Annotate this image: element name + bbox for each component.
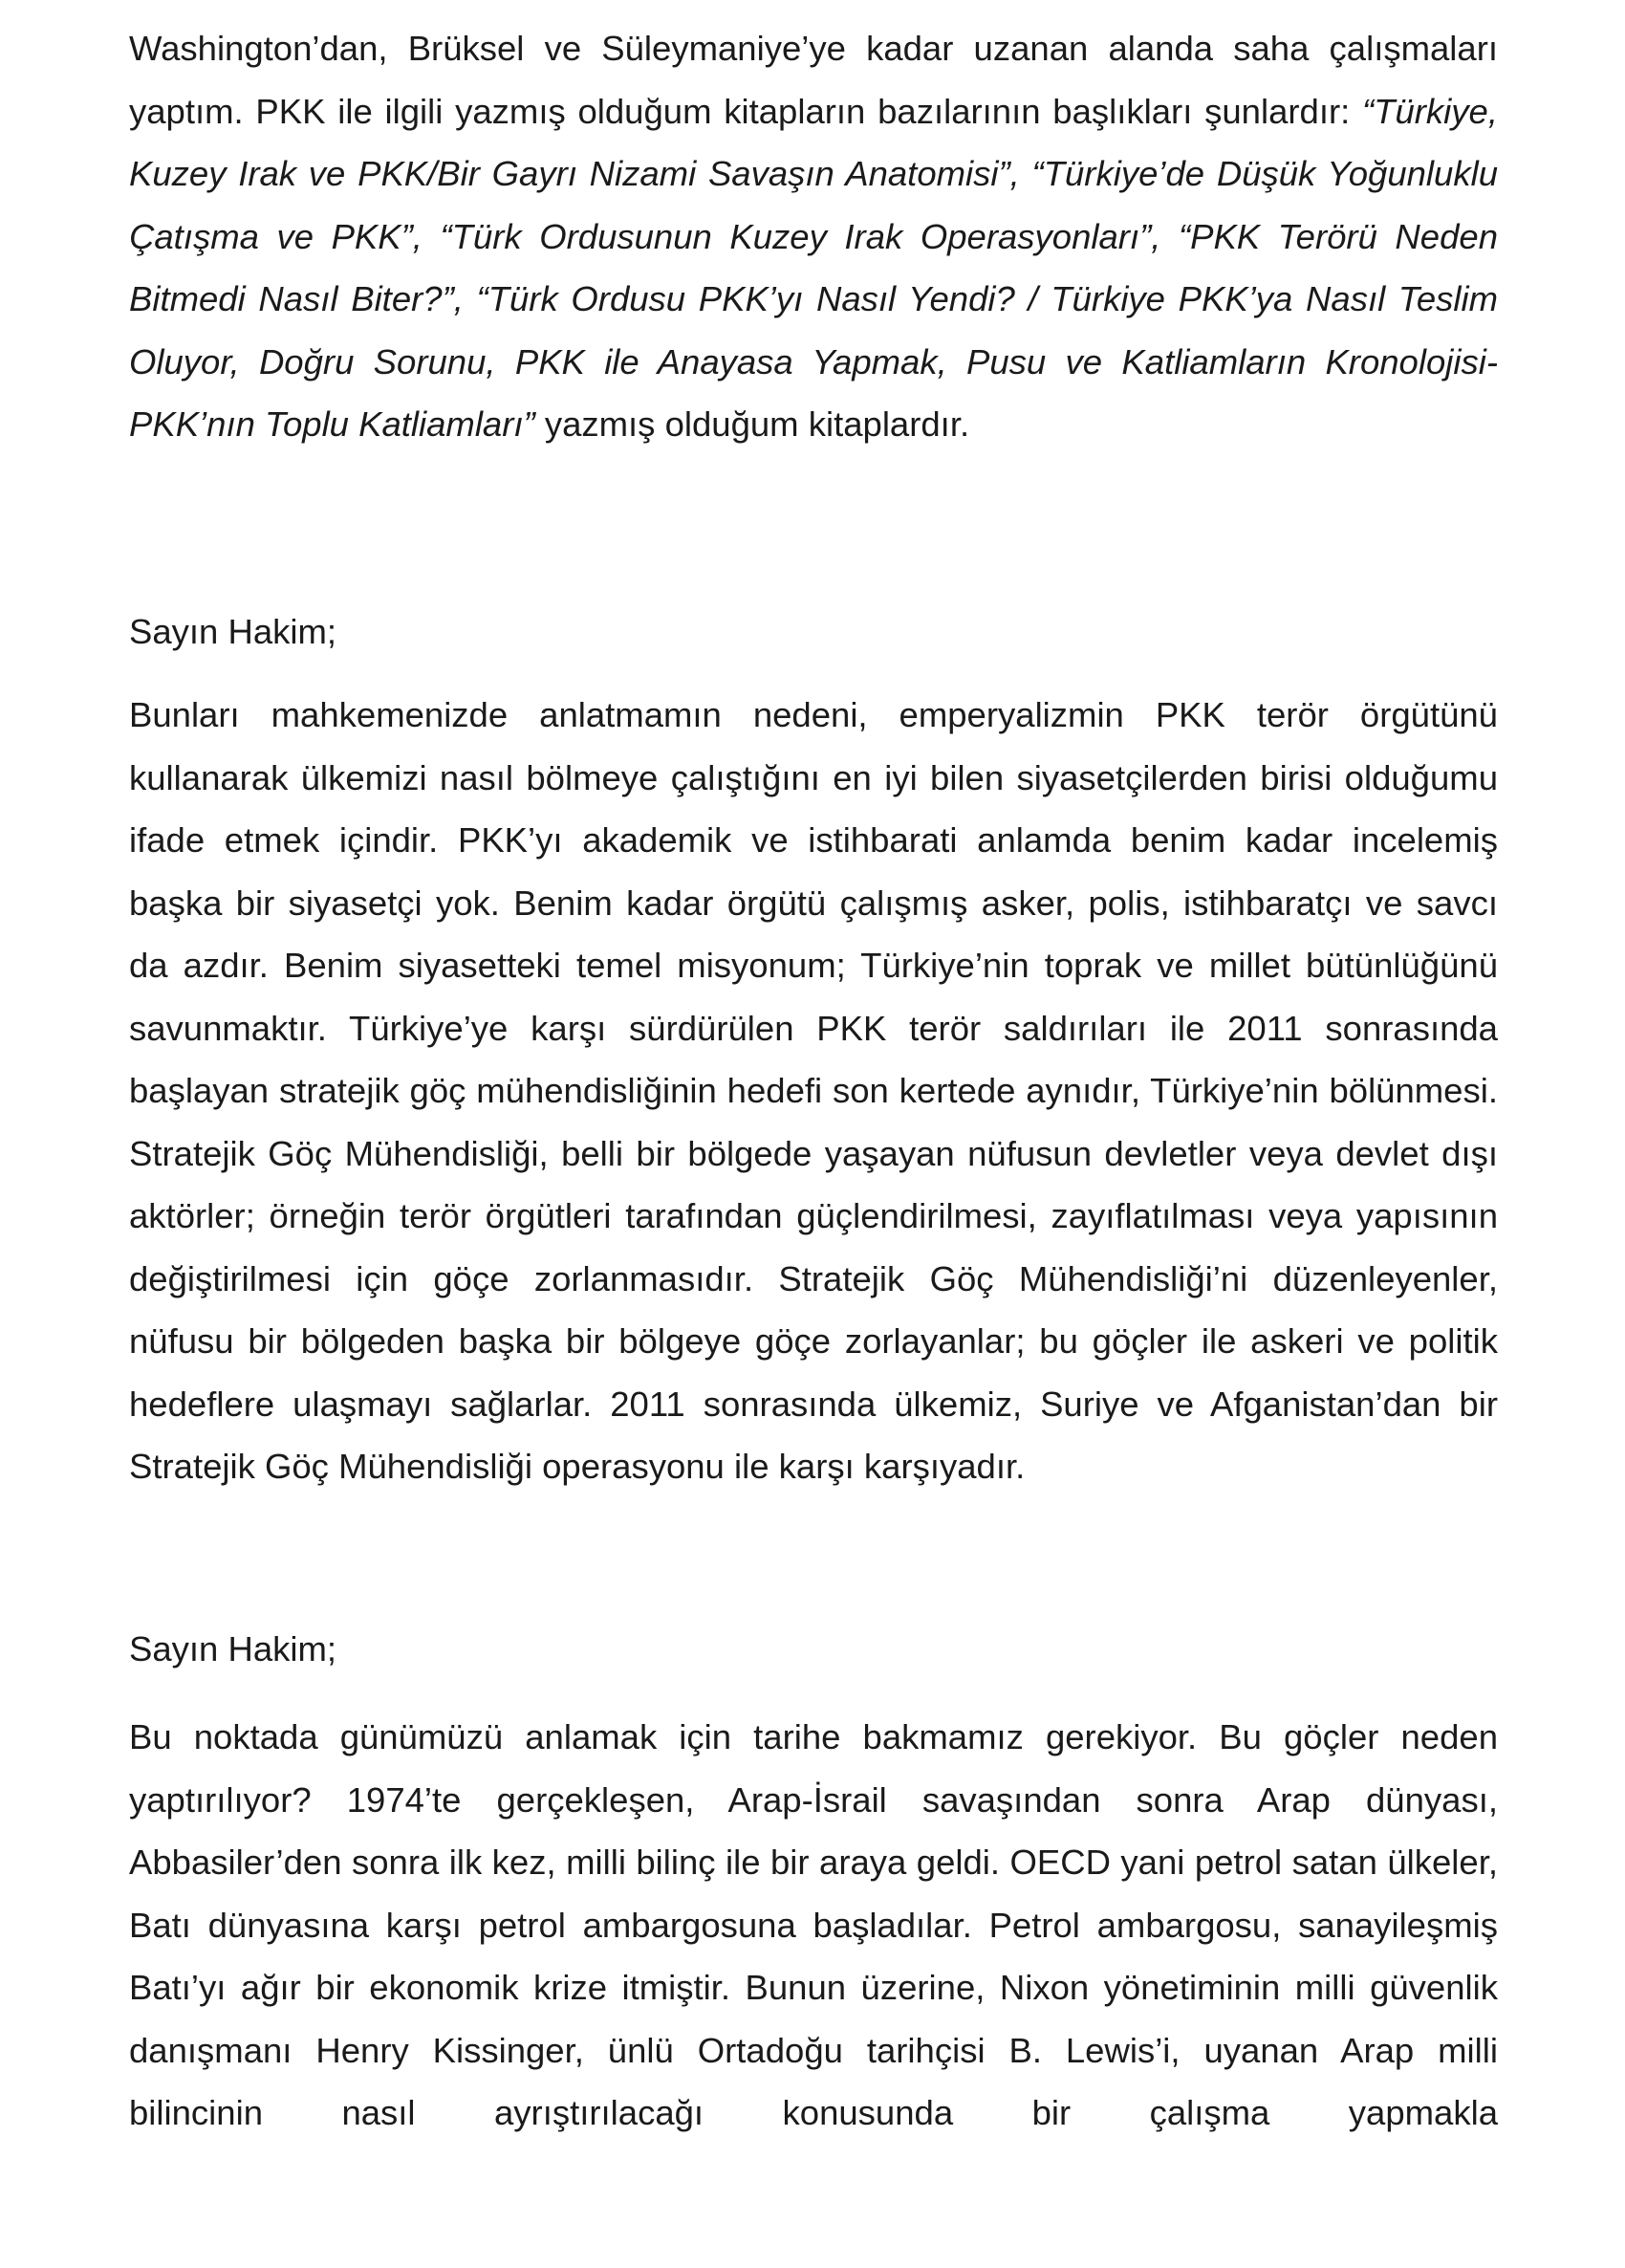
paragraph-1-lead: Washington’dan, Brüksel ve Süleymaniye’ye kadar uzanan alanda saha çalışmaları yaptım. PKK ile ilgili yazmış olduğum kitapların bazılarının başlıkları şunlardır: [129,29,1498,131]
paragraph-3: Bu noktada günümüzü anlamak için tarihe bakmamız gerekiyor. Bu göçler neden yaptırılıyor? 1974’te gerçekleşen, Arap-İsrail savaşından sonra Arap dünyası, Abbasiler’den sonra ilk kez, milli bilinç ile bir araya geldi. OECD yani petrol satan ülkeler, Batı dünyasına karşı petrol ambargosuna başladılar. Petrol ambargosu, sanayileşmiş Batı’yı ağır bir ekonomik krize itmiştir. Bunun üzerine, Nixon yönetiminin milli güvenlik danışmanı Henry Kissinger, ünlü Ortadoğu tarihçisi B. Lewis’i, uyanan Arap milli bilincinin nasıl ayrıştırılacağı konusunda bir çalışma yapmakla [129,1717,1498,2132]
paragraph-1 [129,17,1498,456]
document-page [129,17,1498,2145]
salutation-heading-1: Sayın Hakim; [129,611,337,651]
book-titles: “Türkiye, Kuzey Irak ve PKK/Bir Gayrı Nizami Savaşın Anatomisi”, “Türkiye’de Düşük Yoğunluklu Çatışma ve PKK”, “Türk Ordusunun Kuzey Irak Operasyonları”, “PKK Terörü Neden Bitmedi Nasıl Biter?”, “Türk Ordusu PKK’yı Nasıl Yendi? / Türkiye PKK’ya Nasıl Teslim Oluyor, Doğru Sorunu, PKK ile Anayasa Yapmak, Pusu ve Katliamların Kronolojisi-PKK’nın Toplu Katliamları” [129,91,1498,444]
paragraph-1-tail: yazmış olduğum kitaplardır. [534,404,970,444]
salutation-heading-2: Sayın Hakim; [129,1628,337,1668]
paragraph-2: Bunları mahkemenizde anlatmamın nedeni, emperyalizmin PKK terör örgütünü kullanarak ülkemizi nasıl bölmeye çalıştığını en iyi bilen siyasetçilerden birisi olduğumu ifade etmek içindir. PKK’yı akademik ve istihbarati anlamda benim kadar incelemiş başka bir siyasetçi yok. Benim kadar örgütü çalışmış asker, polis, istihbaratçı ve savcı da azdır. Benim siyasetteki temel misyonum; Türkiye’nin toprak ve millet bütünlüğünü savunmaktır. Türkiye’ye karşı sürdürülen PKK terör saldırıları ile 2011 sonrasında başlayan stratejik göç mühendisliğinin hedefi son kertede aynıdır, Türkiye’nin bölünmesi. Stratejik Göç Mühendisliği, belli bir bölgede yaşayan nüfusun devletler veya devlet dışı aktörler; örneğin terör örgütleri tarafından güçlendirilmesi, zayıflatılması veya yapısının değiştirilmesi için göçe zorlanmasıdır. Stratejik Göç Mühendisliği’ni düzenleyenler, nüfusu bir bölgeden başka bir bölgeye göçe zorlayanlar; bu göçler ile askeri ve politik hedeflere ulaşmayı sağlarlar. 2011 sonrasında ülkemiz, Suriye ve Afganistan’dan bir Stratejik Göç Mühendisliği operasyonu ile karşı karşıyadır. [129,695,1498,1486]
